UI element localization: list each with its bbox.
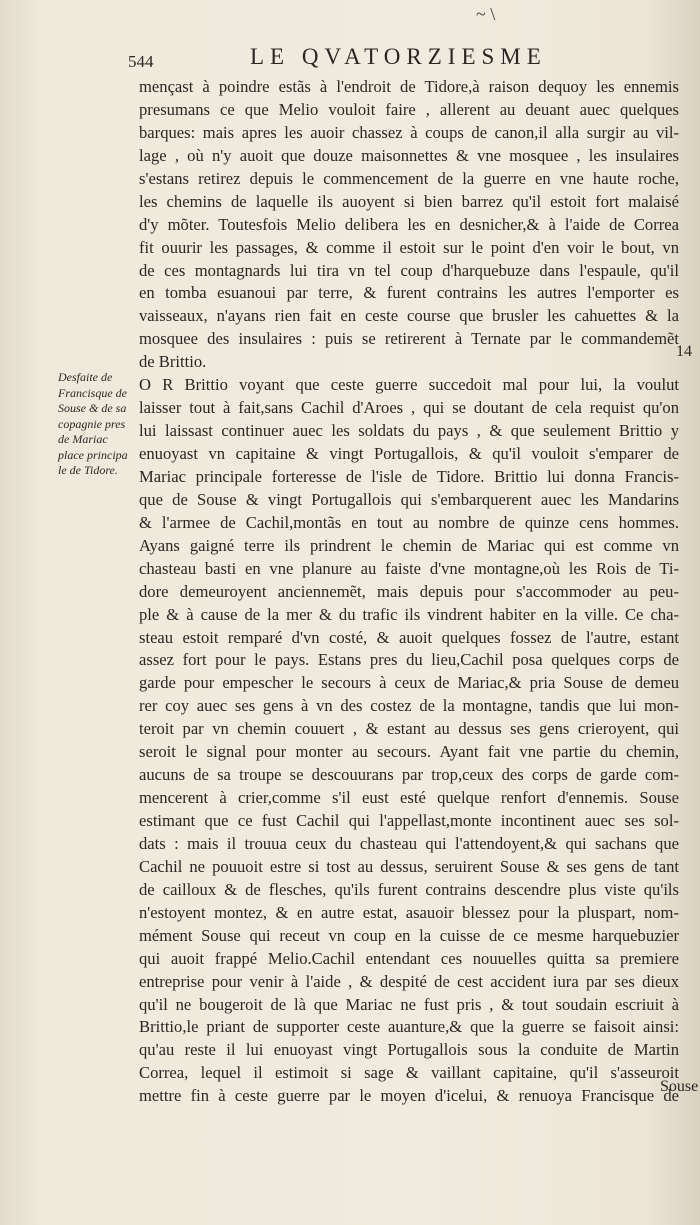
text-line: Brittio,le priant de supporter ceste auanture,& que la guerre se faisoit ainsi:	[139, 1017, 679, 1037]
text-line: qu'au reste il lui enuoyast vingt Portugallois sous la conduite de Martin	[139, 1040, 679, 1060]
text-line: fit ouurir les passages, & comme il estoit sur le point d'en voir le bout, vn	[139, 237, 679, 257]
text-line: mément Souse qui receut vn coup en la cuisse de ce mesme harquebuzier	[139, 925, 679, 945]
text-line: vaisseaux, n'ayans rien fait en ceste course que brusler les cahuettes & la	[139, 306, 679, 326]
text-line: mosquee des insulaires : puis se retirerent à Ternate par le commandemẽt	[139, 329, 679, 349]
text-line: n'estoyent montez, & en autre estat, asauoir blessez pour la pluspart, nom-	[139, 902, 679, 922]
text-line: garde pour empescher le secours à ceux de Mariac,& pria Souse de demeu	[139, 673, 679, 693]
text-line: de cailloux & de flesches, qu'ils furent contrains descendre plus viste qu'ils	[139, 879, 679, 899]
text-line: aucuns de sa troupe se descouurans par trop,ceux des corps de garde com-	[139, 765, 679, 785]
margin-note-line: le de Tidore.	[58, 463, 118, 477]
margin-note-line: Francisque de	[58, 385, 127, 400]
text-line: enuoyast vn capitaine & vingt Portugallois, & qu'il vouloit s'emparer de	[139, 444, 679, 463]
text-line: laisser tout à fait,sans Cachil d'Aroes , qui se doutant de cela requist qu'on	[139, 398, 679, 418]
text-line: de ces montagnards lui tira vn tel coup d'harquebuze dans l'espaule, qu'il	[139, 260, 679, 280]
folio-mark: 14	[676, 343, 692, 360]
margin-note-line: Souse & de sa	[58, 401, 127, 415]
text-line: estimant que ce fust Cachil qui l'appellast,monte incontinent auec ses sol-	[139, 811, 679, 830]
text-line: lage , où n'y auoit que douze maisonnettes & vne mosquee , les insulaires	[139, 145, 679, 165]
text-line: de Brittio.	[139, 352, 207, 372]
text-line: O R Brittio voyant que ceste guerre succedoit mal pour lui, la voulut	[139, 375, 679, 395]
text-line: Correa, lequel il estimoit si sage & vaillant capitaine, qu'il s'asseuroit	[139, 1063, 679, 1083]
text-line: presumans ce que Melio vouloit faire , allerent au deuant auec quelques	[139, 99, 679, 119]
text-line: que de Souse & vingt Portugallois qui s'embarquerent auec les Mandarins	[139, 489, 679, 509]
page-number: 544	[128, 52, 154, 71]
text-line: entreprise pour venir à l'aide , & despité de cest accident iura par ses dieux	[139, 971, 679, 991]
text-line: Ayans gaigné terre ils prindrent le chemin de Mariac qui est comme vn	[139, 535, 679, 555]
text-line: mençast à poindre estãs à l'endroit de Tidore,à raison dequoy les ennemis	[139, 77, 679, 96]
margin-note-line: Desfaite de	[58, 370, 113, 384]
text-line: Mariac principale forteresse de l'isle de Tidore. Brittio lui donna Francis-	[139, 466, 679, 486]
text-line: teroit par vn chemin couuert , & estant au dessus ses gens crieroyent, qui	[139, 719, 679, 739]
running-head: LE QVATORZIESME	[250, 44, 547, 69]
margin-note-line: copagnie pres	[58, 416, 126, 431]
body-text	[139, 76, 679, 1108]
text-line: en tomba esuanoui par terre, & furent contrains les autres l'emporter es	[139, 283, 679, 303]
text-line: dore demeuroyent anciennemẽt, mais depuis pour s'accommoder au peu-	[139, 581, 679, 601]
text-line: steau estoit remparé d'vn costé, & auoit quelques fossez de l'autre, estant	[139, 627, 679, 647]
text-line: d'y mõter. Toutesfois Melio delibera les en desnicher,& à l'aide de Correa	[139, 214, 679, 234]
text-line: mencerent à crier,comme s'il eust esté quelque renfort d'ennemis. Souse	[139, 788, 679, 808]
text-line: qui auoit frappé Melio.Cachil entendant ces nouuelles quitta sa premiere	[139, 948, 679, 968]
text-line: s'estans retirez depuis le commencement de la guerre en vne haute roche,	[139, 168, 679, 188]
text-line: lui laissast continuer auec les soldats du pays , & que seulement Brittio y	[139, 421, 679, 441]
text-line: mettre fin à ceste guerre par le moyen d'icelui, & renuoya Francisque de	[139, 1086, 679, 1106]
corner-mark: ~ \	[476, 4, 496, 24]
text-line: dats : mais il trouua ceux du chasteau qui l'attendoyent,& qui sachans que	[139, 833, 679, 853]
text-line: & l'armee de Cachil,montãs en tout au nombre de quinze cens hommes.	[139, 512, 679, 532]
text-line: chasteau basti en vne planure au faiste d'vne montagne,où les Rois de Ti-	[139, 558, 679, 578]
text-line: ple & à cause de la mer & du trafic ils vindrent habiter en la ville. Ce cha-	[139, 604, 679, 624]
text-line: assez fort pour le pays. Estans pres du lieu,Cachil posa quelques corps de	[139, 650, 679, 670]
text-line: qu'il ne bougeroit de là que Mariac ne fust pris , & tout soudain escriuit à	[139, 994, 679, 1014]
text-line: rer coy auec ses gens à vn des costez de la montagne, tandis que lui mon-	[139, 696, 679, 716]
text-line: seroit le signal pour monter au secours. Ayant fait vne partie du chemin,	[139, 742, 679, 762]
text-line: les chemins de laquelle ils auoyent si bien barrez qu'il estoit fort malaisé	[139, 191, 679, 211]
catchword: Souse	[660, 1078, 699, 1095]
text-line: barques: mais apres les auoir chassez à coups de canon,il alla surgir au vil-	[139, 122, 679, 142]
margin-note-line: de Mariac	[58, 432, 108, 446]
margin-note-line: place principa	[58, 447, 128, 462]
text-line: Cachil ne pouuoit estre si tost au dessus, seruirent Souse & ses gens de tant	[139, 856, 679, 876]
margin-note	[58, 370, 136, 479]
